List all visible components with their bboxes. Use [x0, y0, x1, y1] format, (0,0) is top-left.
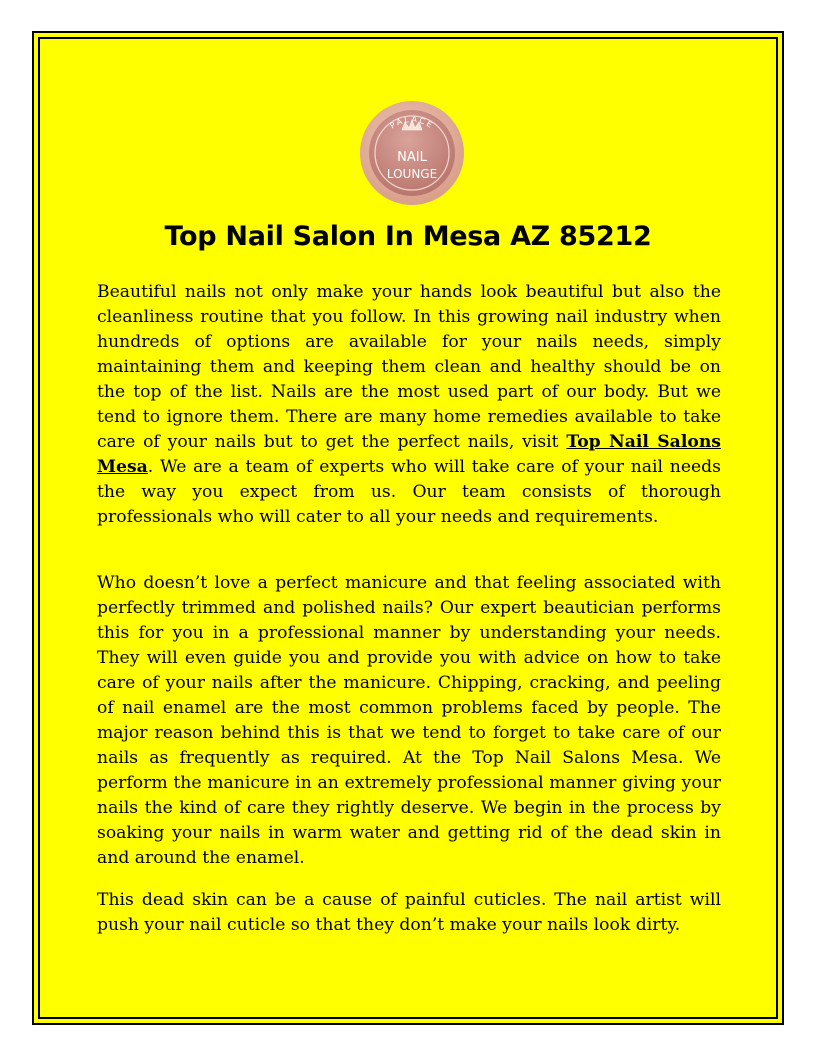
palace-nail-lounge-logo	[359, 100, 465, 206]
paragraph-1	[97, 280, 721, 530]
logo-line1: NAIL	[397, 150, 427, 165]
paragraph-1-text-after: . We are a team of experts who will take care of your nail needs the way you expect from us. Our team consists of thorough professionals who will cater to all your needs and requirements.	[97, 457, 721, 527]
paragraph-3: This dead skin can be a cause of painful cuticles. The nail artist will push your nail cuticle so that they don’t make your nails look dirty.	[97, 890, 721, 935]
top-nail-salons-mesa-link[interactable]: Top Nail Salons Mesa	[97, 432, 721, 477]
paragraph-1-text-before: Beautiful nails not only make your hands look beautiful but also the cleanliness routine that you follow. In this growing nail industry when hundreds of options are available for your nails needs, simply maintaining them and keeping them clean and healthy should be on the top of the list. Nails are the most used part of our body. But we tend to ignore them. There are many home remedies available to take care of your nails but to get the perfect nails, visit	[97, 282, 721, 452]
page-title: Top Nail Salon In Mesa AZ 85212	[164, 221, 652, 252]
logo-top-text: PALACE	[388, 114, 436, 131]
logo-line2: LOUNGE	[386, 167, 438, 181]
document-page	[32, 31, 784, 1025]
paragraph-2: Who doesn’t love a perfect manicure and that feeling associated with perfectly trimmed and polished nails? Our expert beautician performs this for you in a professional manner by understanding your needs. They will even guide you and provide you with advice on how to take care of your nails after the manicure. Chipping, cracking, and peeling of nail enamel are the most common problems faced by people. The major reason behind this is that we tend to forget to take care of our nails as frequently as required. At the Top Nail Salons Mesa. We perform the manicure in an extremely professional manner giving your nails the kind of care they rightly deserve. We begin in the process by soaking your nails in warm water and getting rid of the dead skin in and around the enamel.	[97, 573, 721, 868]
